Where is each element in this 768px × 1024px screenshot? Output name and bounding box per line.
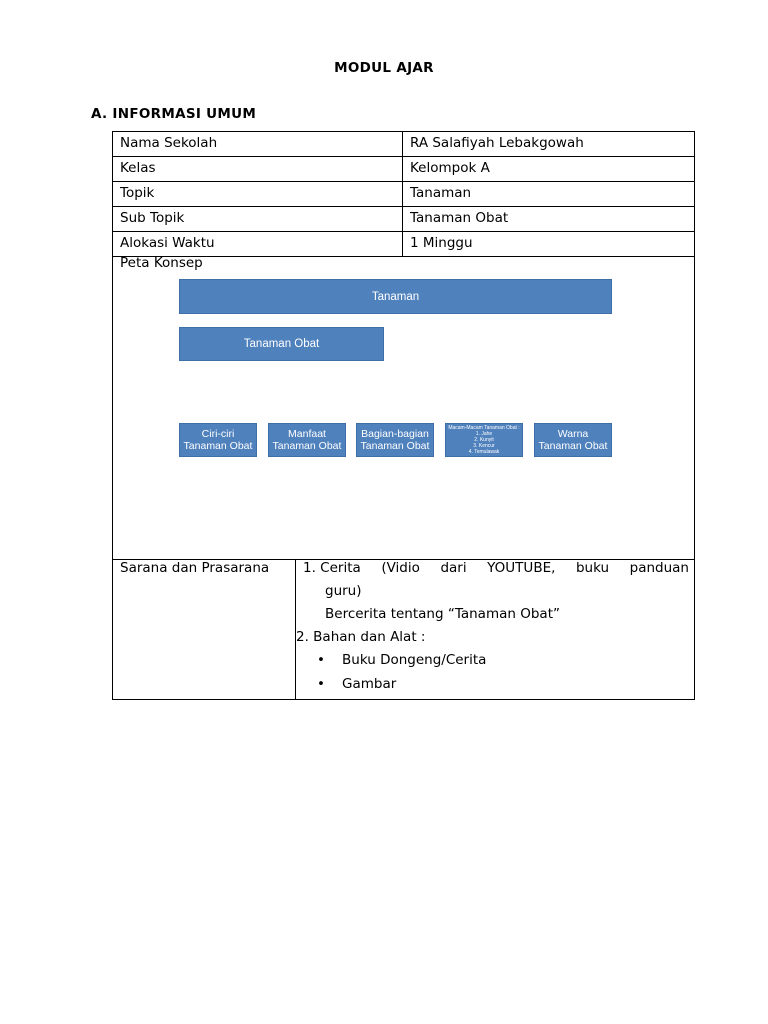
concept-sub-label: Tanaman Obat — [243, 338, 320, 350]
bullet-item: Gambar — [342, 676, 397, 692]
row-value: Tanaman — [403, 182, 695, 207]
concept-child-line2: Tanaman Obat — [272, 440, 342, 452]
concept-child-item: 4. Temulawak — [468, 449, 500, 455]
row-value: 1 Minggu — [403, 232, 695, 257]
sarana-label: Sarana dan Prasarana — [120, 560, 270, 576]
table-row — [113, 232, 695, 257]
table-row — [113, 132, 695, 157]
table-row — [113, 207, 695, 232]
word: 1. Cerita — [303, 560, 361, 576]
concept-child-line2: Tanaman Obat — [183, 440, 253, 452]
sarana-item1-line — [303, 560, 689, 576]
row-value: Tanaman Obat — [403, 207, 695, 232]
row-label: Alokasi Waktu — [113, 232, 403, 257]
section-heading: A. INFORMASI UMUM — [91, 106, 257, 122]
sarana-section — [112, 560, 695, 700]
table-row — [113, 182, 695, 207]
row-label: Sub Topik — [113, 207, 403, 232]
concept-child-line1: Warna — [557, 428, 589, 440]
concept-child-box — [268, 423, 346, 457]
table-row — [113, 157, 695, 182]
sarana-item1-continued: guru) — [325, 583, 362, 599]
info-table — [112, 131, 695, 257]
peta-konsep-section — [112, 255, 695, 560]
concept-child-item: 2. Kunyit — [474, 437, 494, 443]
concept-child-item: 3. Kencur — [473, 443, 495, 449]
row-label: Kelas — [113, 157, 403, 182]
bullet-item: Buku Dongeng/Cerita — [342, 652, 487, 668]
row-label: Nama Sekolah — [113, 132, 403, 157]
concept-child-line2: Tanaman Obat — [538, 440, 608, 452]
word: panduan — [629, 560, 689, 576]
word: (Vidio — [381, 560, 420, 576]
concept-sub-box — [179, 327, 384, 361]
concept-child-item: 1. Jahe — [475, 431, 493, 437]
concept-root-box — [179, 279, 612, 314]
concept-child-box — [179, 423, 257, 457]
peta-konsep-label: Peta Konsep — [120, 255, 203, 271]
concept-child-box — [534, 423, 612, 457]
concept-child-line1: Bagian-bagian — [361, 428, 429, 440]
concept-child-box-macam — [445, 423, 523, 457]
concept-child-line1: Ciri-ciri — [201, 428, 235, 440]
concept-child-box — [356, 423, 434, 457]
word: YOUTUBE, — [487, 560, 556, 576]
concept-child-line1: Manfaat — [288, 428, 326, 440]
concept-root-label: Tanaman — [371, 290, 420, 303]
row-value: Kelompok A — [403, 157, 695, 182]
concept-child-line2: Tanaman Obat — [360, 440, 430, 452]
word: buku — [575, 560, 610, 576]
row-value: RA Salafiyah Lebakgowah — [403, 132, 695, 157]
sarana-item2: 2. Bahan dan Alat : — [296, 629, 426, 645]
bullet-icon: • — [317, 652, 325, 668]
row-label: Topik — [113, 182, 403, 207]
concept-child-line1: Macam-Macam Tanaman Obat : — [448, 425, 520, 431]
sarana-item1-sub: Bercerita tentang “Tanaman Obat” — [325, 606, 560, 622]
bullet-icon: • — [317, 676, 325, 692]
word: dari — [440, 560, 467, 576]
document-title: MODUL AJAR — [334, 60, 434, 76]
